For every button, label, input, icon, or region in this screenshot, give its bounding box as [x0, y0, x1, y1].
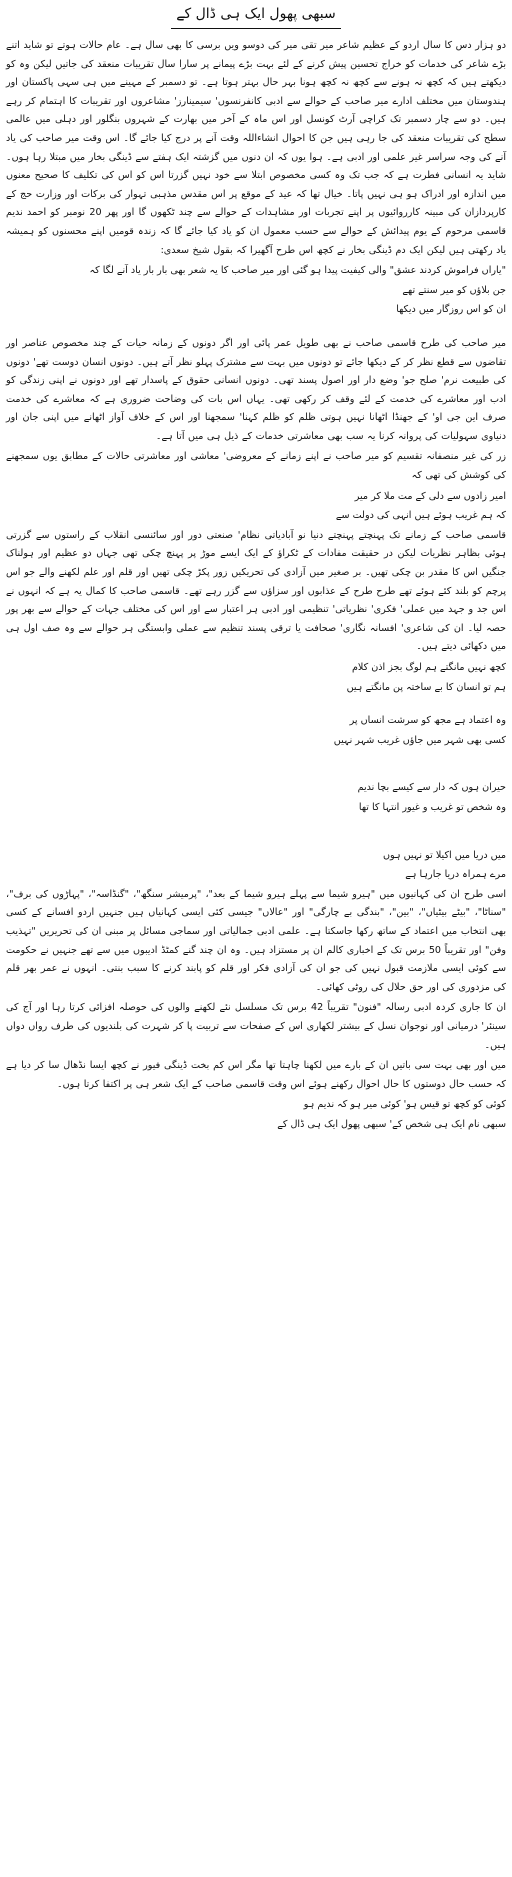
headline-underline	[171, 28, 341, 29]
verse-line: وہ شخص تو غریب و غیور انتہا کا تھا	[358, 801, 506, 813]
paragraph: قاسمی صاحب کے زمانے تک پہنچتے پہنچتے دنیا نو آبادیاتی نظام' صنعتی دور اور سائنسی انقلاب کے راستوں سے گزرتی ہوئی بظاہر نظریات لیکن در حقیقت مفادات کے ٹکراؤ کے ایک ایسے موڑ پر پہنچ چکی تھی جہاں دو عظیم اور ہولناک جنگیں اس کا مقدر بن چکی تھیں۔ بر صغیر میں آزادی کی تحریکیں زور پکڑ چکی تھیں اور قلم اور علم لکھنے والے جو اس پرچم کو بلند کئے ہوئے تھے طرح طرح کے عذابوں اور سزاؤں سے گزر رہے تھے۔ قاسمی صاحب کا کمال یہ ہے کہ انہوں نے اس جد و جہد میں عملی' فکری' نظریاتی' تنظیمی اور ادبی ہر اعتبار سے اور اس کی مختلف جہات کے حوالے سے بھر پور حصہ لیا۔ ان کی شاعری' افسانہ نگاری' صحافت یا ترقی پسند تنظیم سے عملی وابستگی ہر حوالے سے وہ صف اول ہی میں دکھائی دیتے ہیں۔	[6, 529, 506, 653]
stanza-gap	[6, 833, 506, 847]
verse-line: مرے ہمراہ دریا جارہا ہے	[405, 869, 506, 881]
verse-line: جن بلاؤں کو میر سنتے تھے	[402, 284, 506, 296]
article-body	[6, 37, 506, 1134]
paragraph: اسی طرح ان کی کہانیوں میں "ہیرو شیما سے پہلے ہیرو شیما کے بعد"، "پرمیشر سنگھ"، "گنڈاسہ"، "پہاڑوں کی برف"، "سناٹا"، "بیٹے بیٹیاں"، "بین"، "بندگی بے چارگی" اور "عالاں" جیسی کئی ایسی کہانیاں ہیں جنہیں اردو افسانے کے کسی بھی انتخاب میں اعتماد کے ساتھ رکھا جاسکتا ہے۔ علمی ادبی جمالیاتی اور سماجی مسائل پر مبنی ان کی تحریریں "تہذیب وفن" اور تقریباً 50 برس تک کے اخباری کالم ان پر مستزاد ہیں۔ وہ ان چند گنے کمٹڈ ادیبوں میں سے تھے جنہیں نے حکومت سے کوئی ایسی ملازمت قبول نہیں کی جو ان کی آزادی فکر اور قلم کو پابند کرنے کا سبب بنتی۔ انہوں نے عمر بھر قلم کی مزدوری کی اور حق حلال کی روٹی کھائی۔	[6, 888, 506, 993]
verse-line: "یاراں فراموش کردند عشق" والی کیفیت پیدا ہو گئی اور میر صاحب کا یہ شعر بھی بار بار یاد آنے لگا کہ	[89, 265, 506, 277]
stanza-gap	[6, 819, 506, 833]
verse-line: ان کو اس روزگار میں دیکھا	[396, 304, 506, 316]
verse-line: میں دریا میں اکیلا تو نہیں ہوں	[382, 849, 506, 861]
paragraph: میں اور بھی بہت سی باتیں ان کے بارے میں لکھنا چاہتا تھا مگر اس کم بخت ڈینگی فیور نے کچھ ایسا نڈھال سا کر دیا ہے کہ حسب حال دوستوں کا حال احوال رکھنے ہوئے اس وقت قاسمی صاحب کے ایک شعر ہی پر اکتفا کرتا ہوں۔	[6, 1060, 506, 1090]
verse-line: وہ اعتماد ہے مجھ کو سرشت انساں پر	[349, 715, 506, 727]
paragraph: دو ہزار دس کا سال اردو کے عظیم شاعر میر تقی میر کی دوسو ویں برسی کا بھی سال ہے۔ عام حالات ہوتے تو شاید اتنے بڑے شاعر کی خدمات کو خراج تحسین پیش کرنے کے لئے بہت بڑے پیمانے پر سارا سال تقریبات منعقد کی جاتیں لیکن وہ کو دیکھتے ہیں کہ کچھ نہ ہونے سے کچھ نہ کچھ ہونا بہر حال بہتر ہوتا ہے۔ تو دسمبر کے مہینے میں ہی سہی پاکستان اور ہندوستان میں مختلف ادارے میر صاحب کے حوالے سے ادبی کانفرنسوں' سیمینارز' مشاعروں اور تقریبات کا اہتمام کر رہے ہیں۔ دو سے چار دسمبر تک کراچی آرٹ کونسل اور اس ماہ کے آخر میں بھارت کے شہروں بنگلور اور دہلی میں عالمی سطح کی تقریبات منعقد کی جا رہی ہیں جن کا احوال انشاءاللہ وقت آنے پر درج کیا جائے گا۔ اس وقت میر صاحب کی یاد آنے کی وجہ سراسر غیر علمی اور ادبی ہے۔ ہوا یوں کہ ان دنوں میں گزشتہ ایک ہفتے سے ڈینگی بخار میں مبتلا رہا ہوں۔ شاید یہ انسانی فطرت ہے کہ جب تک وہ کسی مخصوص ابتلا سے خود نہیں گزرتا اس کو اس کی تکلیف کا صحیح معنوں میں اندازہ اور ادراک ہو ہی نہیں پاتا۔ خیال تھا کہ عید کے موقع پر اس مقدس مذہبی تہوار کی برکات اور وزارت حج کے کارپردازان کی مبینہ کارروائیوں پر اپنے تجربات اور مشاہدات کے حوالے سے چند ٹکھوں گا اور پھر 20 نومبر کو احمد ندیم قاسمی مرحوم کے یوم پیدائش کے حوالے سے حسب معمول ان کو یاد کیا جائے گا کہ زندہ قومیں اپنے محسنوں کو ہمیشہ یاد رکھتی ہیں لیکن ایک دم ڈینگی بخار نے کچھ اس طرح آگھیرا کہ بقول شیخ سعدی:	[6, 40, 506, 256]
stanza-gap	[6, 765, 506, 779]
verse-line: امیر زادوں سے دلی کے مت ملا کر میر	[354, 490, 506, 502]
stanza-gap	[6, 751, 506, 765]
paragraph: زر کی غیر منصفانہ تقسیم کو میر صاحب نے اپنے زمانے کے معروضی' معاشی اور معاشرتی حالات کے مطابق یوں سمجھنے کی کوشش کی تھی کہ	[6, 451, 506, 482]
verse-line: حیران ہوں کہ دار سے کیسے بچا ندیم	[357, 782, 506, 794]
verse-line: سبھی نام ایک ہی شخص کے' سبھی پھول ایک ہی ڈال کے	[277, 1118, 506, 1130]
verse-line: ہم تو انسان کا بے ساختہ پن مانگتے ہیں	[346, 681, 506, 693]
paragraph: میر صاحب کی طرح قاسمی صاحب نے بھی طویل عمر پائی اور اگر دونوں کے زمانہ حیات کے چند مخصوص عناصر اور تقاضوں سے قطع نظر کر کے دیکھا جائے تو دونوں میں بہت سے مشترک پہلو نظر آتے ہیں۔ دونوں انسان دوست تھے' دونوں کی طبیعت نرم' صلح جو' وضع دار اور اصول پسند تھی۔ دونوں انسانی حقوق کے پاسدار تھے اور دونوں نے اپنی زندگی کو ادب اور معاشرے کی خدمت کے لئے وقف کر رکھی تھی۔ یہاں اس بات کی وضاحت ضروری ہے کہ معاشرے کی خدمت صرف این جی او' کے جھنڈا اٹھانا نہیں ہوتی ظلم کو ظلم کہنا' سمجھنا اور اس کے خلاف آواز اٹھانے میں اپنی جان اور دنیاوی سہولیات کی پروانہ کرنا یہ سب بھی معاشرتی خدمات کے ذیل ہی میں آتا ہے۔	[6, 337, 506, 442]
verse-line: کوئی کو کچھ تو قیس ہو' کوئی میر ہو کہ ندیم ہو	[303, 1099, 506, 1111]
verse-line: کہ ہم غریب ہوئے ہیں انہی کی دولت سے	[335, 510, 506, 522]
verse-line: کسی بھی شہر میں جاؤں غریب شہر نہیں	[333, 734, 506, 746]
stanza-gap	[6, 321, 506, 335]
paragraph: ان کا جاری کردہ ادبی رسالہ "فنون" تقریباً 42 برس تک مسلسل نئے لکھنے والوں کی حوصلہ افزائی کرتا رہا اور آج کی سینئر' درمیانی اور نوجوان نسل کے بیشتر لکھاری اس کے صفحات سے تربیت پا کر شہرت کی بلندیوں کی طرف رواں دواں ہیں۔	[6, 1002, 506, 1051]
verse-line: کچھ نہیں مانگتے ہم لوگ بجز اذن کلام	[351, 662, 506, 673]
headline: سبھی پھول ایک ہی ڈال کے	[176, 6, 336, 22]
stanza-gap	[6, 698, 506, 712]
